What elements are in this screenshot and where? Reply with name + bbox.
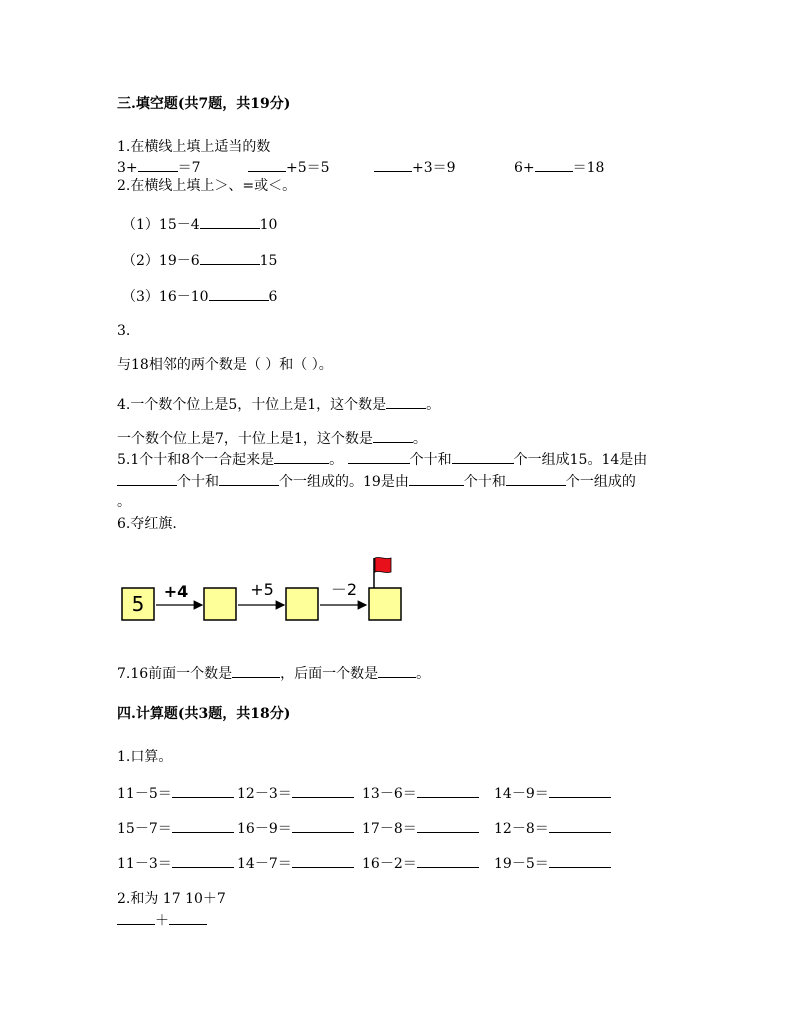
calc-item: 11－3＝ bbox=[117, 855, 234, 872]
q1-item-4: 6+ ＝18 bbox=[514, 160, 605, 176]
q5-line-2: 个十和 个一组成的。19是由 个十和 个一组成的 bbox=[117, 473, 636, 490]
calc-item: 16－9＝ bbox=[237, 820, 354, 837]
answer-blank[interactable] bbox=[549, 785, 611, 798]
answer-blank[interactable] bbox=[232, 665, 280, 678]
answer-blank[interactable] bbox=[292, 855, 354, 868]
answer-box[interactable] bbox=[286, 588, 318, 620]
answer-blank[interactable] bbox=[374, 159, 412, 172]
answer-blank[interactable] bbox=[348, 451, 410, 464]
answer-blank[interactable] bbox=[292, 820, 354, 833]
answer-blank[interactable] bbox=[172, 855, 234, 868]
answer-blank[interactable] bbox=[219, 473, 279, 486]
start-number: 5 bbox=[131, 592, 145, 616]
q1-item-2: +5＝5 bbox=[248, 159, 330, 176]
answer-blank[interactable] bbox=[274, 451, 329, 464]
answer-blank[interactable] bbox=[417, 820, 479, 833]
answer-blank[interactable] bbox=[200, 216, 260, 229]
q5-line-1: 5.1个十和8个一合起来是 。 个十和 个一组成15。14是由 bbox=[117, 452, 648, 468]
operation-label: +5 bbox=[250, 580, 274, 599]
q2-item-1: （1）15－4 10 bbox=[122, 217, 278, 233]
q4-line-2: 一个数个位上是7，十位上是1，这个数是 。 bbox=[117, 431, 427, 447]
s4-q2-label: 2.和为 17 10＋7 bbox=[117, 891, 226, 907]
section-4-title: 四.计算题(共3题，共18分) bbox=[117, 706, 291, 722]
answer-blank[interactable] bbox=[117, 473, 177, 486]
calc-item: 15－7＝ bbox=[117, 820, 234, 837]
operation-label: －2 bbox=[330, 580, 358, 599]
answer-blank[interactable] bbox=[409, 473, 464, 486]
calc-item: 13－6＝ bbox=[362, 785, 479, 802]
q4-line-1: 4.一个数个位上是5，十位上是1，这个数是 。 bbox=[117, 397, 441, 413]
q2-item-3: （3）16－10 6 bbox=[122, 289, 278, 305]
calc-item: 12－3＝ bbox=[237, 785, 354, 802]
answer-blank[interactable] bbox=[172, 820, 234, 833]
answer-blank[interactable] bbox=[386, 396, 426, 409]
q5-line-3: 。 bbox=[117, 494, 131, 510]
answer-blank[interactable] bbox=[506, 473, 566, 486]
answer-blank[interactable] bbox=[138, 159, 178, 172]
answer-blank[interactable] bbox=[209, 288, 269, 301]
calc-item: 14－7＝ bbox=[237, 855, 354, 872]
answer-blank[interactable] bbox=[248, 159, 286, 172]
answer-blank[interactable] bbox=[373, 430, 413, 443]
q1-item-1: 3+ ＝7 bbox=[117, 160, 201, 176]
red-flag-icon bbox=[374, 557, 391, 588]
answer-blank[interactable] bbox=[378, 665, 416, 678]
answer-blank[interactable] bbox=[549, 820, 611, 833]
q3-label: 3. bbox=[117, 323, 131, 339]
q1-item-3: +3＝9 bbox=[374, 159, 456, 176]
answer-blank[interactable] bbox=[417, 785, 479, 798]
calc-item: 16－2＝ bbox=[362, 855, 479, 872]
red-flag-diagram bbox=[110, 550, 420, 628]
q3-text: 与18相邻的两个数是（ ）和（ ）。 bbox=[117, 357, 333, 373]
calc-item: 11－5＝ bbox=[117, 785, 234, 802]
s4-q1-label: 1.口算。 bbox=[117, 749, 173, 765]
answer-blank[interactable] bbox=[172, 785, 234, 798]
answer-blank[interactable] bbox=[200, 252, 260, 265]
calc-item: 19－5＝ bbox=[494, 855, 611, 872]
answer-blank[interactable] bbox=[452, 451, 514, 464]
answer-blank[interactable] bbox=[169, 912, 207, 925]
calc-item: 12－8＝ bbox=[494, 820, 611, 837]
q7-line: 7.16前面一个数是 ，后面一个数是 。 bbox=[117, 666, 431, 682]
answer-box[interactable] bbox=[204, 588, 236, 620]
calc-item: 17－8＝ bbox=[362, 820, 479, 837]
q6-label: 6.夺红旗. bbox=[117, 516, 177, 532]
answer-blank[interactable] bbox=[117, 912, 155, 925]
section-3-title: 三.填空题(共7题，共19分) bbox=[117, 96, 291, 112]
answer-blank[interactable] bbox=[417, 855, 479, 868]
q2-item-2: （2）19－6 15 bbox=[122, 253, 278, 269]
s4-q2-expression: ＋ bbox=[117, 912, 207, 929]
answer-blank[interactable] bbox=[535, 159, 573, 172]
operation-label: +4 bbox=[163, 582, 189, 601]
q1-label: 1.在横线上填上适当的数 bbox=[117, 139, 271, 155]
answer-blank[interactable] bbox=[549, 855, 611, 868]
final-answer-box[interactable] bbox=[369, 588, 401, 620]
answer-blank[interactable] bbox=[292, 785, 354, 798]
calc-item: 14－9＝ bbox=[494, 785, 611, 802]
q2-label: 2.在横线上填上＞、=或＜。 bbox=[117, 178, 297, 194]
